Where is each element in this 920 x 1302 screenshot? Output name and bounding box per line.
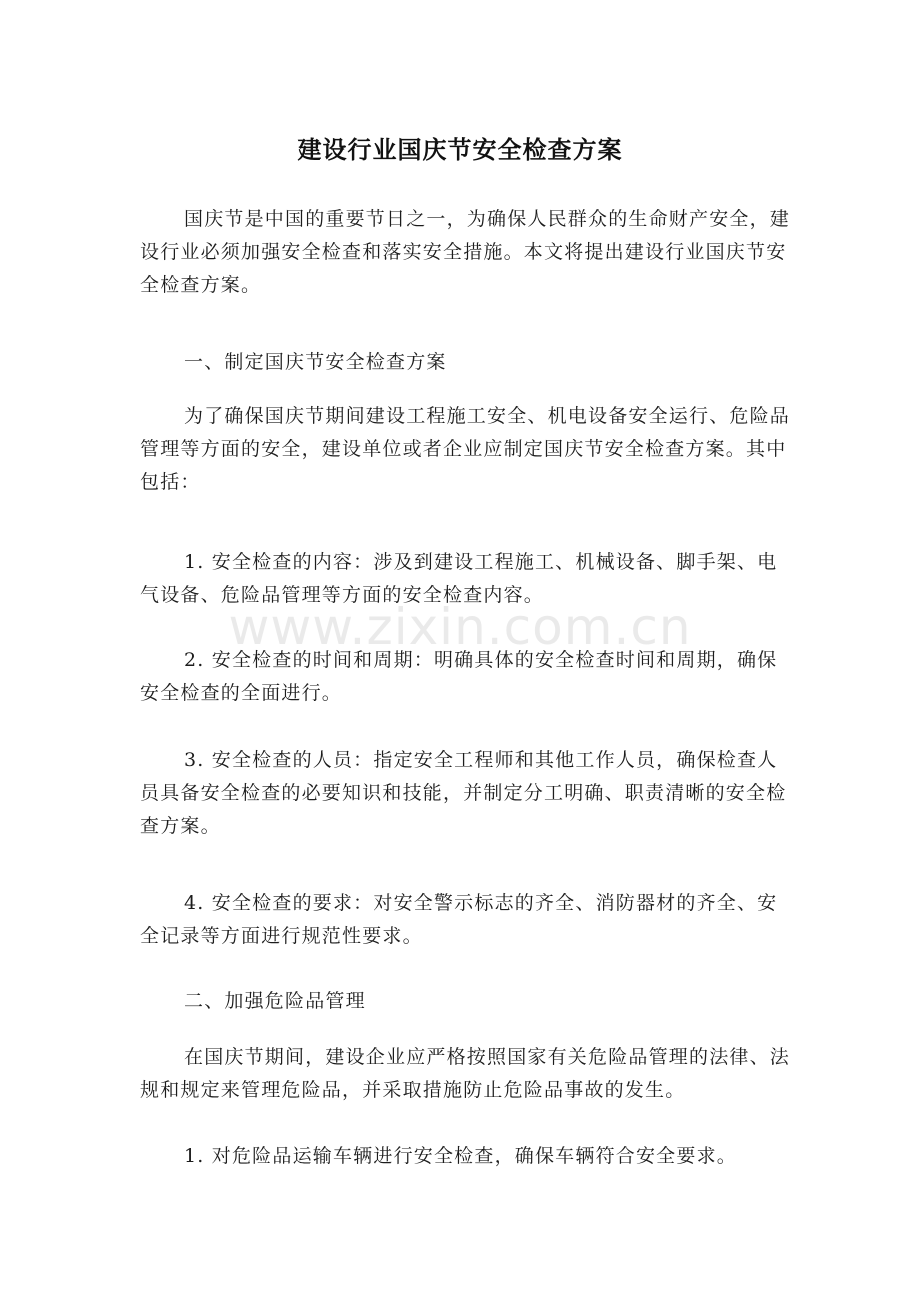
document-title: 建设行业国庆节安全检查方案 [297, 136, 623, 164]
watermark-text: www.zixin.com.cn [228, 598, 692, 656]
list-item-4: 4. 安全检查的要求：对安全警示标志的齐全、消防器材的齐全、安全记录等方面进行规范性要求。 [140, 892, 778, 947]
list-item-3: 3. 安全检查的人员：指定安全工程师和其他工作人员，确保检查人员具备安全检查的必要知识和技能，并制定分工明确、职责清晰的安全检查方案。 [140, 749, 787, 837]
paragraph-section-1-intro: 为了确保国庆节期间建设工程施工安全、机电设备安全运行、危险品管理等方面的安全，建设单位或者企业应制定国庆节安全检查方案。其中包括： [140, 405, 791, 493]
list-item-1: 1. 安全检查的内容：涉及到建设工程施工、机械设备、脚手架、电气设备、危险品管理等方面的安全检查内容。 [140, 551, 778, 606]
heading-section-2: 二、加强危险品管理 [184, 990, 366, 1012]
list-item-2: 2. 安全检查的时间和周期：明确具体的安全检查时间和周期，确保安全检查的全面进行。 [140, 649, 778, 704]
list-item-2-1: 1. 对危险品运输车辆进行安全检查，确保车辆符合安全要求。 [184, 1145, 737, 1167]
heading-section-1: 一、制定国庆节安全检查方案 [184, 351, 447, 373]
paragraph-intro: 国庆节是中国的重要节日之一，为确保人民群众的生命财产安全，建设行业必须加强安全检查和落实安全措施。本文将提出建设行业国庆节安全检查方案。 [140, 208, 791, 296]
paragraph-section-2-intro: 在国庆节期间，建设企业应严格按照国家有关危险品管理的法律、法规和规定来管理危险品，并采取措施防止危险品事故的发生。 [140, 1046, 791, 1101]
